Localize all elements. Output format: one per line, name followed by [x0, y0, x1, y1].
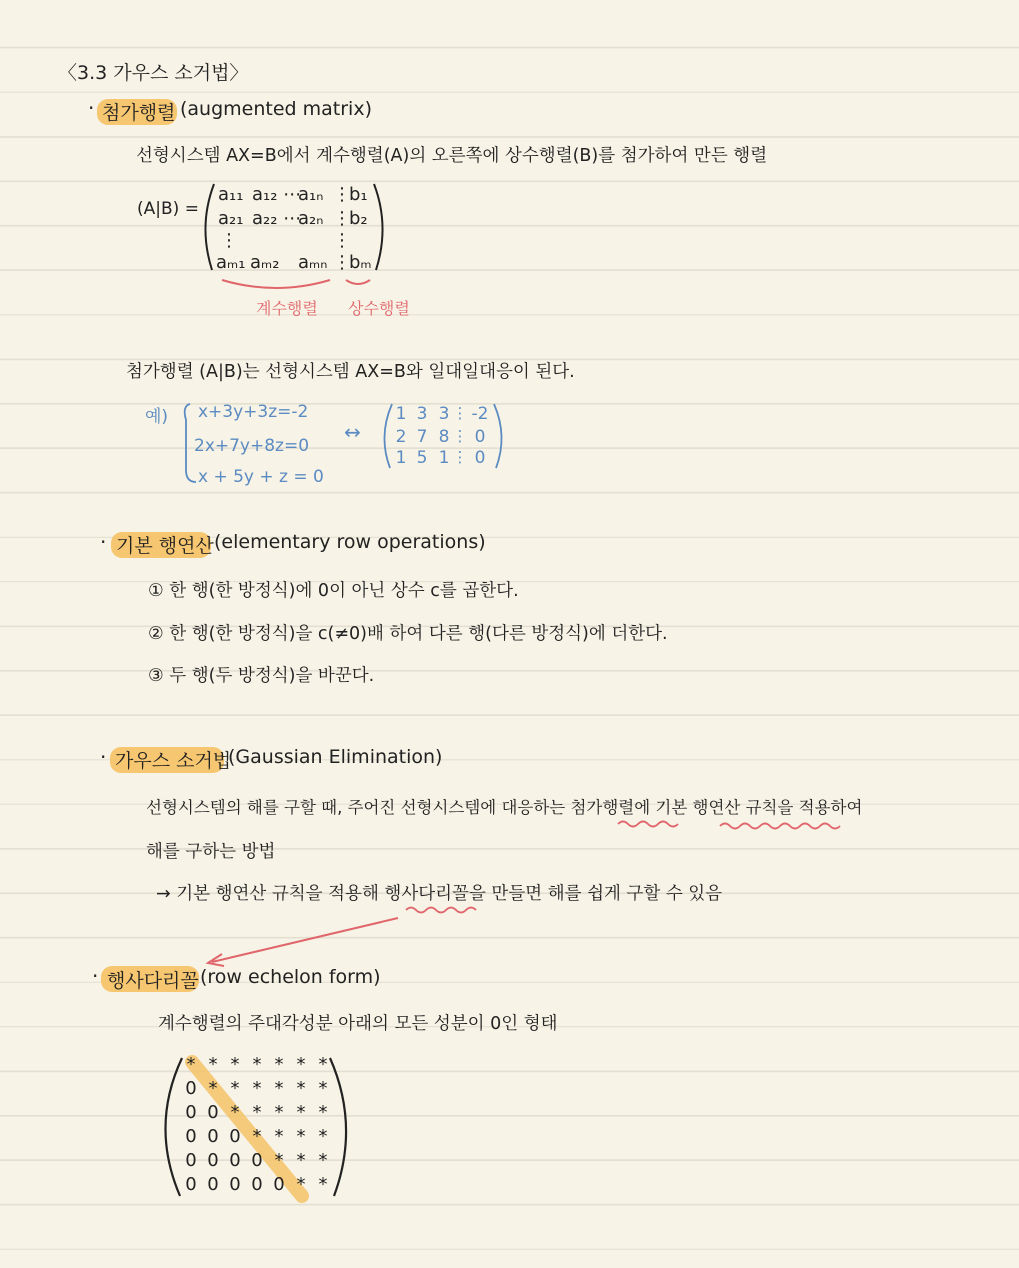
example-matrix-cell: 0	[474, 448, 486, 468]
example-matrix-sep: ⋮	[452, 427, 468, 445]
example-matrix-cell: 1	[395, 404, 407, 424]
ref-matrix-cell: *	[274, 1078, 284, 1099]
example-matrix-cell: -2	[471, 404, 489, 424]
const-brace	[346, 280, 370, 284]
bullet: ·	[88, 96, 95, 120]
ref-matrix-cell: *	[296, 1174, 306, 1195]
ref-left-paren	[165, 1058, 182, 1196]
example-matrix-sep: ⋮	[452, 448, 468, 466]
matrix-cell: aₘ₂	[250, 252, 280, 273]
example-matrix-cell: 7	[416, 427, 428, 447]
ref-matrix-cell: *	[208, 1078, 218, 1099]
augmented-definition: 선형시스템 AX=B에서 계수행렬(A)의 오른쪽에 상수행렬(B)를 첨가하여 만든 행렬	[136, 146, 768, 166]
ref-matrix-cell: 0	[229, 1150, 241, 1171]
matrix-cell: a₁₂ ⋯	[252, 184, 302, 205]
row-op-item: ① 한 행(한 방정식)에 0이 아닌 상수 c를 곱한다.	[148, 581, 519, 601]
matrix-cell: a₁ₙ	[298, 184, 324, 205]
ref-matrix-cell: *	[252, 1078, 262, 1099]
row-op-item: ② 한 행(한 방정식)을 c(≠0)배 하여 다른 행(다른 방정식)에 더한다.	[148, 624, 668, 644]
matrix-cell: a₂₁	[218, 208, 244, 229]
example-matrix-cell: 2	[395, 427, 407, 447]
ref-matrix-cell: *	[186, 1054, 196, 1075]
bullet: ·	[100, 530, 107, 554]
gauss-line-2: 해를 구하는 방법	[146, 842, 276, 862]
matrix-cell: ⋮	[333, 208, 351, 229]
example-eq-3: x + 5y + z = 0	[198, 467, 324, 487]
matrix-cell: a₂ₙ	[298, 208, 324, 229]
ref-matrix-cell: 0	[207, 1174, 219, 1195]
ref-matrix-cell: *	[296, 1126, 306, 1147]
ref-matrix-cell: *	[318, 1126, 328, 1147]
matrix-cell: b₂	[349, 208, 368, 229]
example-matrix-cell: 1	[395, 448, 407, 468]
ref-matrix-cell: 0	[207, 1150, 219, 1171]
example-matrix-cell: 0	[474, 427, 486, 447]
example-label: 예)	[145, 407, 169, 427]
ref-heading: 행사다리꼴	[107, 970, 199, 992]
section-title: 〈3.3 가우스 소거법〉	[58, 62, 249, 84]
ref-matrix-cell: *	[318, 1150, 328, 1171]
gauss-line-3: → 기본 행연산 규칙을 적용해 행사다리꼴을 만들면 해를 쉽게 구할 수 있음	[156, 884, 723, 904]
matrix-cell: ⋮	[333, 184, 351, 205]
ref-matrix-cell: *	[296, 1054, 306, 1075]
ref-matrix-cell: 0	[229, 1174, 241, 1195]
correspondence-note: 첨가행렬 (A|B)는 선형시스템 AX=B와 일대일대응이 된다.	[126, 362, 575, 382]
matrix-cell: aₘ₁	[216, 252, 246, 273]
ref-matrix-cell: 0	[251, 1150, 263, 1171]
wavy-underline-rowops	[720, 824, 840, 829]
ref-matrix-cell: 0	[251, 1174, 263, 1195]
equivalence-arrow: ↔	[344, 420, 361, 444]
ref-heading-en: (row echelon form)	[200, 966, 381, 988]
matrix-cell: ⋮	[333, 230, 351, 251]
ref-matrix-cell: *	[230, 1078, 240, 1099]
ref-matrix-cell: *	[230, 1102, 240, 1123]
const-label: 상수행렬	[348, 299, 410, 318]
row-ops-heading-en: (elementary row operations)	[214, 531, 486, 553]
ref-matrix-cell: *	[252, 1102, 262, 1123]
row-op-item: ③ 두 행(두 방정식)을 바꾼다.	[148, 666, 375, 686]
gauss-heading-en: (Gaussian Elimination)	[228, 746, 443, 768]
augmented-heading-en: (augmented matrix)	[180, 98, 372, 120]
matrix-cell: a₁₁	[218, 184, 244, 205]
ref-matrix-cell: *	[252, 1126, 262, 1147]
ref-matrix-cell: *	[274, 1102, 284, 1123]
example-eq-2: 2x+7y+8z=0	[194, 436, 310, 456]
ref-matrix-cell: 0	[207, 1102, 219, 1123]
ref-matrix-cell: *	[318, 1174, 328, 1195]
augmented-lhs: (A|B) =	[137, 199, 199, 219]
bullet: ·	[100, 745, 107, 769]
coef-label: 계수행렬	[256, 299, 318, 318]
gauss-line-1: 선형시스템의 해를 구할 때, 주어진 선형시스템에 대응하는 첨가행렬에 기본 행연산 규칙을 적용하여	[146, 798, 863, 817]
ref-matrix-cell: 0	[185, 1078, 197, 1099]
ref-definition: 계수행렬의 주대각성분 아래의 모든 성분이 0인 형태	[158, 1014, 558, 1034]
ref-matrix-cell: 0	[185, 1174, 197, 1195]
gauss-heading: 가우스 소거법	[115, 750, 232, 772]
matrix-cell: ⋮	[220, 230, 238, 251]
ref-matrix-cell: 0	[185, 1150, 197, 1171]
connector-arrow-line	[212, 918, 398, 962]
matrix-cell: bₘ	[349, 252, 372, 273]
example-matrix-cell: 3	[438, 404, 450, 424]
ref-matrix-cell: *	[318, 1078, 328, 1099]
row-ops-heading: 기본 행연산	[116, 535, 214, 557]
example-matrix-cell: 1	[438, 448, 450, 468]
matrix-cell: a₂₂ ⋯	[252, 208, 302, 229]
coef-brace	[222, 280, 330, 288]
ref-matrix-cell: *	[296, 1102, 306, 1123]
ref-matrix-cell: *	[296, 1078, 306, 1099]
bullet: ·	[92, 964, 99, 988]
example-eq-1: x+3y+3z=-2	[198, 402, 309, 422]
augmented-heading: 첨가행렬	[102, 102, 176, 124]
ref-matrix-cell: 0	[185, 1126, 197, 1147]
ref-matrix-cell: 0	[273, 1174, 285, 1195]
ref-matrix-cell: *	[274, 1126, 284, 1147]
ref-matrix-cell: *	[318, 1102, 328, 1123]
ref-matrix-cell: *	[252, 1054, 262, 1075]
ref-matrix-cell: 0	[207, 1126, 219, 1147]
ref-matrix-cell: 0	[185, 1102, 197, 1123]
example-matrix-cell: 8	[438, 427, 450, 447]
left-paren	[205, 184, 214, 270]
matrix-cell: ⋮	[333, 252, 351, 273]
matrix-cell: aₘₙ	[298, 252, 328, 273]
ref-matrix-cell: *	[318, 1054, 328, 1075]
wavy-underline-ref	[406, 908, 476, 913]
ref-matrix-cell: *	[296, 1150, 306, 1171]
wavy-underline-augmented	[618, 822, 678, 827]
ref-matrix-cell: *	[274, 1054, 284, 1075]
right-paren	[374, 184, 383, 270]
matrix-cell: b₁	[349, 184, 368, 205]
ref-matrix-cell: *	[208, 1054, 218, 1075]
example-matrix-cell: 3	[416, 404, 428, 424]
ref-matrix-cell: *	[274, 1150, 284, 1171]
ref-matrix-cell: 0	[229, 1126, 241, 1147]
ex-right-paren	[494, 404, 502, 468]
ref-matrix-cell: *	[230, 1054, 240, 1075]
example-matrix-sep: ⋮	[452, 404, 468, 422]
example-matrix-cell: 5	[416, 448, 428, 468]
